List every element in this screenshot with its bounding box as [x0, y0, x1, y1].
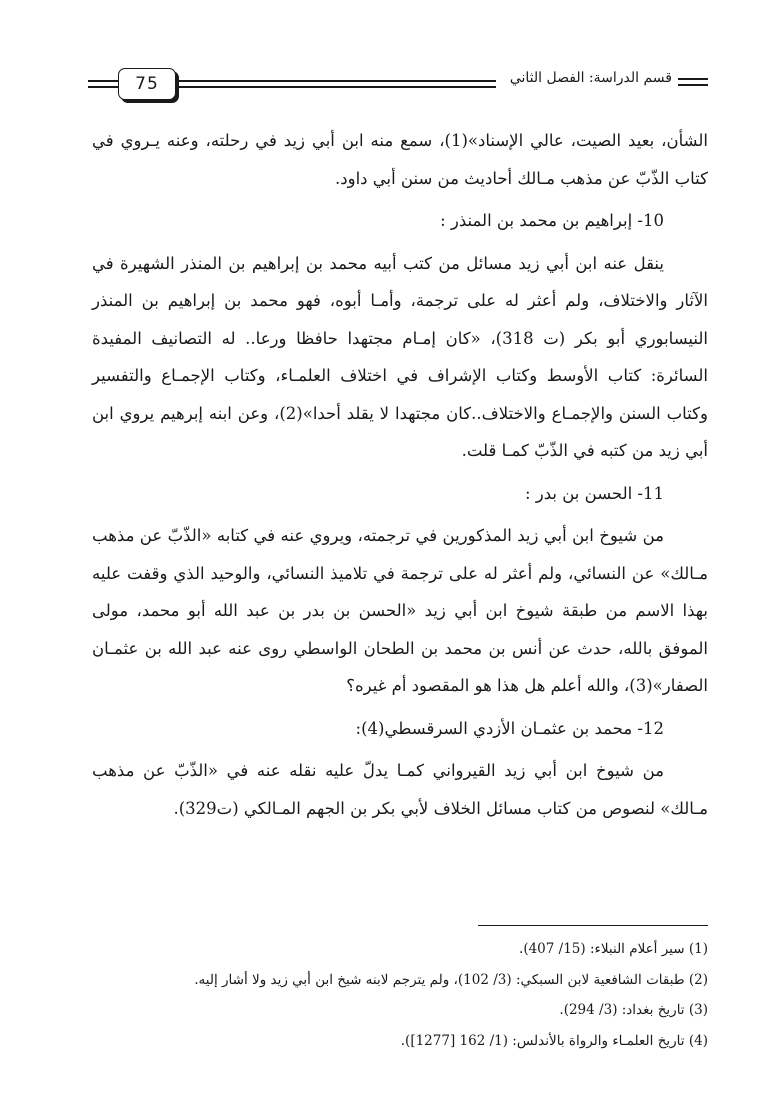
- footnote-3: (3) تاريخ بغداد: (3/ 294).: [559, 1002, 708, 1018]
- footnote-separator: [478, 925, 708, 926]
- paragraph-3: من شيوخ ابن أبي زيد المذكورين في ترجمته، ويروي عنه في كتابه «الذّبّ عن مذهب مـالك» عن النسائي، ولم أعثر له على ترجمة في تلاميذ النسائي، والوحيد الذي وقفت عليه بهذا الاسم من طبقة شيوخ ابن أبي زيد «الحسن بن بدر بن عبد الله أبو محمد، مولى الموفق بالله، حدث عن أنس بن محمد بن الطحان الواسطي روى عنه عبد الله بن عثمـان الصفار»(3)، والله أعلم هل هذا هو المقصود أم غيره؟: [92, 526, 708, 695]
- section-heading-11: 11- الحسن بن بدر :: [524, 483, 664, 503]
- header-rule-middle-bottom: [176, 86, 496, 88]
- header-title: قسم الدراسة: الفصل الثاني: [506, 70, 672, 86]
- main-text: [92, 122, 708, 827]
- footnotes: [92, 934, 708, 1056]
- section-heading-12: 12- محمد بن عثمـان الأزدي السرقسطي(4):: [355, 718, 664, 738]
- header-rule-right-bottom: [678, 84, 708, 86]
- paragraph-2: ينقل عنه ابن أبي زيد مسائل من كتب أبيه محمد بن إبراهيم بن المنذر الشهيرة في الآثار والاختلاف، ولم أعثر له على ترجمة، وأمـا أبوه، فهو محمد بن إبراهيم بن المنذر النيسابوري أبو بكر (ت 318)، «كان إمـام مجتهدا حافظا ورعا.. له التصانيف المفيدة السائرة: كتاب الأوسط وكتاب الإشراف في اختلاف العلمـاء، وكتاب الإجمـاع والتفسير وكتاب السنن والإجمـاع والاختلاف..كان مجتهدا لا يقلد أحدا»(2)، وعن ابنه إبرهيم يروي ابن أبي زيد من كتبه في الذّبّ كمـا قلت.: [92, 253, 708, 460]
- footnote-4: (4) تاريخ العلمـاء والرواة بالأندلس: (1/ 162 [1277]).: [400, 1032, 708, 1049]
- header-rule-right-top: [678, 78, 708, 80]
- footnote-2: (2) طبقات الشافعية لابن السبكي: (3/ 102)، ولم يترجم لابنه شيخ ابن أبي زيد ولا أشار إليه.: [194, 971, 708, 988]
- paragraph-1: الشأن، بعيد الصيت، عالي الإسناد»(1)، سمع منه ابن أبي زيد في رحلته، وعنه يـروي في كتاب الذّبّ عن مذهب مـالك أحاديث من سنن أبي داود.: [92, 131, 708, 188]
- running-header: [88, 64, 708, 110]
- page-number: 75: [118, 68, 176, 100]
- paragraph-4: من شيوخ ابن أبي زيد القيرواني كمـا يدلّ عليه نقله عنه في «الذّبّ عن مذهب مـالك» لنصوص من كتاب مسائل الخلاف لأبي بكر بن الجهم المـالكي (ت329).: [92, 761, 708, 818]
- section-heading-10: 10- إبراهيم بن محمد بن المنذر :: [440, 211, 664, 230]
- header-rule-middle-top: [176, 80, 496, 82]
- footnote-1: (1) سير أعلام النبلاء: (15/ 407).: [519, 941, 708, 957]
